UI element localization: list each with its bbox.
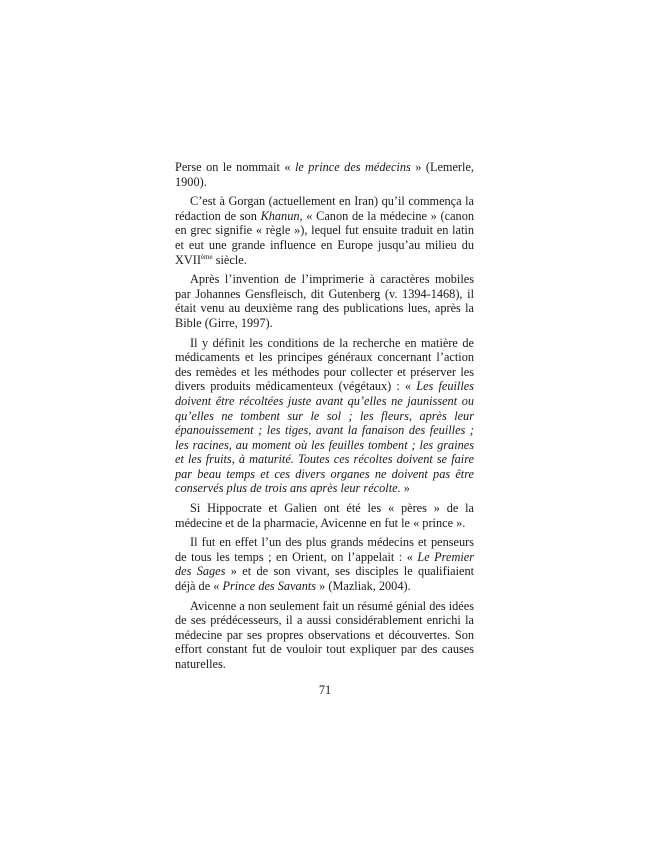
paragraph-2-text-a: C’est à Gorgan (actuellement en Iran) qu’il commença la rédaction de son [175, 194, 474, 223]
paragraph-2-superscript: ème [200, 252, 213, 261]
paragraph-5 [175, 501, 474, 530]
paragraph-4-text-a: Il y définit les conditions de la recherche en matière de médicaments et les principes généraux concernant l’action des remèdes et les méthodes pour collecter et préserver les divers produits médicamenteux (végétaux) : « [175, 335, 474, 394]
paragraph-4-text-c: » [400, 481, 410, 496]
paragraph-3 [175, 272, 474, 330]
paragraph-6-text-a: Il fut en effet l’un des plus grands médecins et penseurs de tous les temps ; en Orient, on l’appelait : « [175, 535, 474, 564]
paragraph-2-italic: Khanun [260, 208, 300, 223]
paragraph-1-text-a: Perse on le nommait « [175, 160, 295, 174]
body-text [175, 160, 474, 677]
paragraph-6-italic-1: Le Premier des Sages [175, 549, 474, 579]
paragraph-2-text-d: siècle. [212, 252, 247, 267]
paragraph-6-text-c: » et de son vivant, ses disciples le qualifiaient déjà de « [175, 564, 475, 594]
paragraph-4 [175, 336, 474, 497]
paragraph-7-text: Avicenne a non seulement fait un résumé génial des idées de ses prédécesseurs, il a aussi considérablement enrichi la médecine par ses propres observations et découvertes. Son effort constant fut de vouloir tout expliquer par des causes naturelles. [175, 598, 474, 671]
paragraph-1-italic: le prince des médecins [294, 160, 411, 174]
paragraph-6-italic-2: Prince des Savants [222, 579, 317, 594]
paragraph-1-text-c: » (Lemerle, 1900). [175, 160, 474, 189]
paragraph-6-text-e: » (Mazliak, 2004). [316, 579, 411, 594]
page-number: 71 [318, 683, 332, 697]
paragraph-2 [175, 194, 474, 267]
paragraph-3-text: Après l’invention de l’imprimerie à caractères mobiles par Johannes Gensfleisch, dit Gutenberg (v. 1394-1468), il était venu au deuxième rang des publications lues, après la Bible (Girre, 1997). [175, 272, 474, 330]
paragraph-6 [175, 535, 474, 593]
paragraph-1 [175, 160, 474, 189]
paragraph-5-text: Si Hippocrate et Galien ont été les « pères » de la médecine et de la pharmacie, Avicenne en fut le « prince ». [175, 501, 474, 530]
paragraph-2-text-c: , « Canon de la médecine » (canon en grec signifie « règle »), lequel fut ensuite traduit en latin et eut une grande influence en Europe jusqu’au milieu du XVII [175, 208, 474, 267]
paragraph-4-quote: Les feuilles doivent être récoltées juste avant qu’elles ne jaunissent ou qu’elles ne tombent sur le sol ; les fleurs, après leur épanouissement ; les tiges, avant la fanaison des feuilles ; les racines, au moment où les feuilles tombent ; les graines et les fruits, à maturité. Toutes ces récoltes doivent se faire par beau temps et ces divers organes ne doivent pas être conservés plus de trois ans après leur récolte. [175, 379, 474, 496]
paragraph-7 [175, 599, 474, 672]
